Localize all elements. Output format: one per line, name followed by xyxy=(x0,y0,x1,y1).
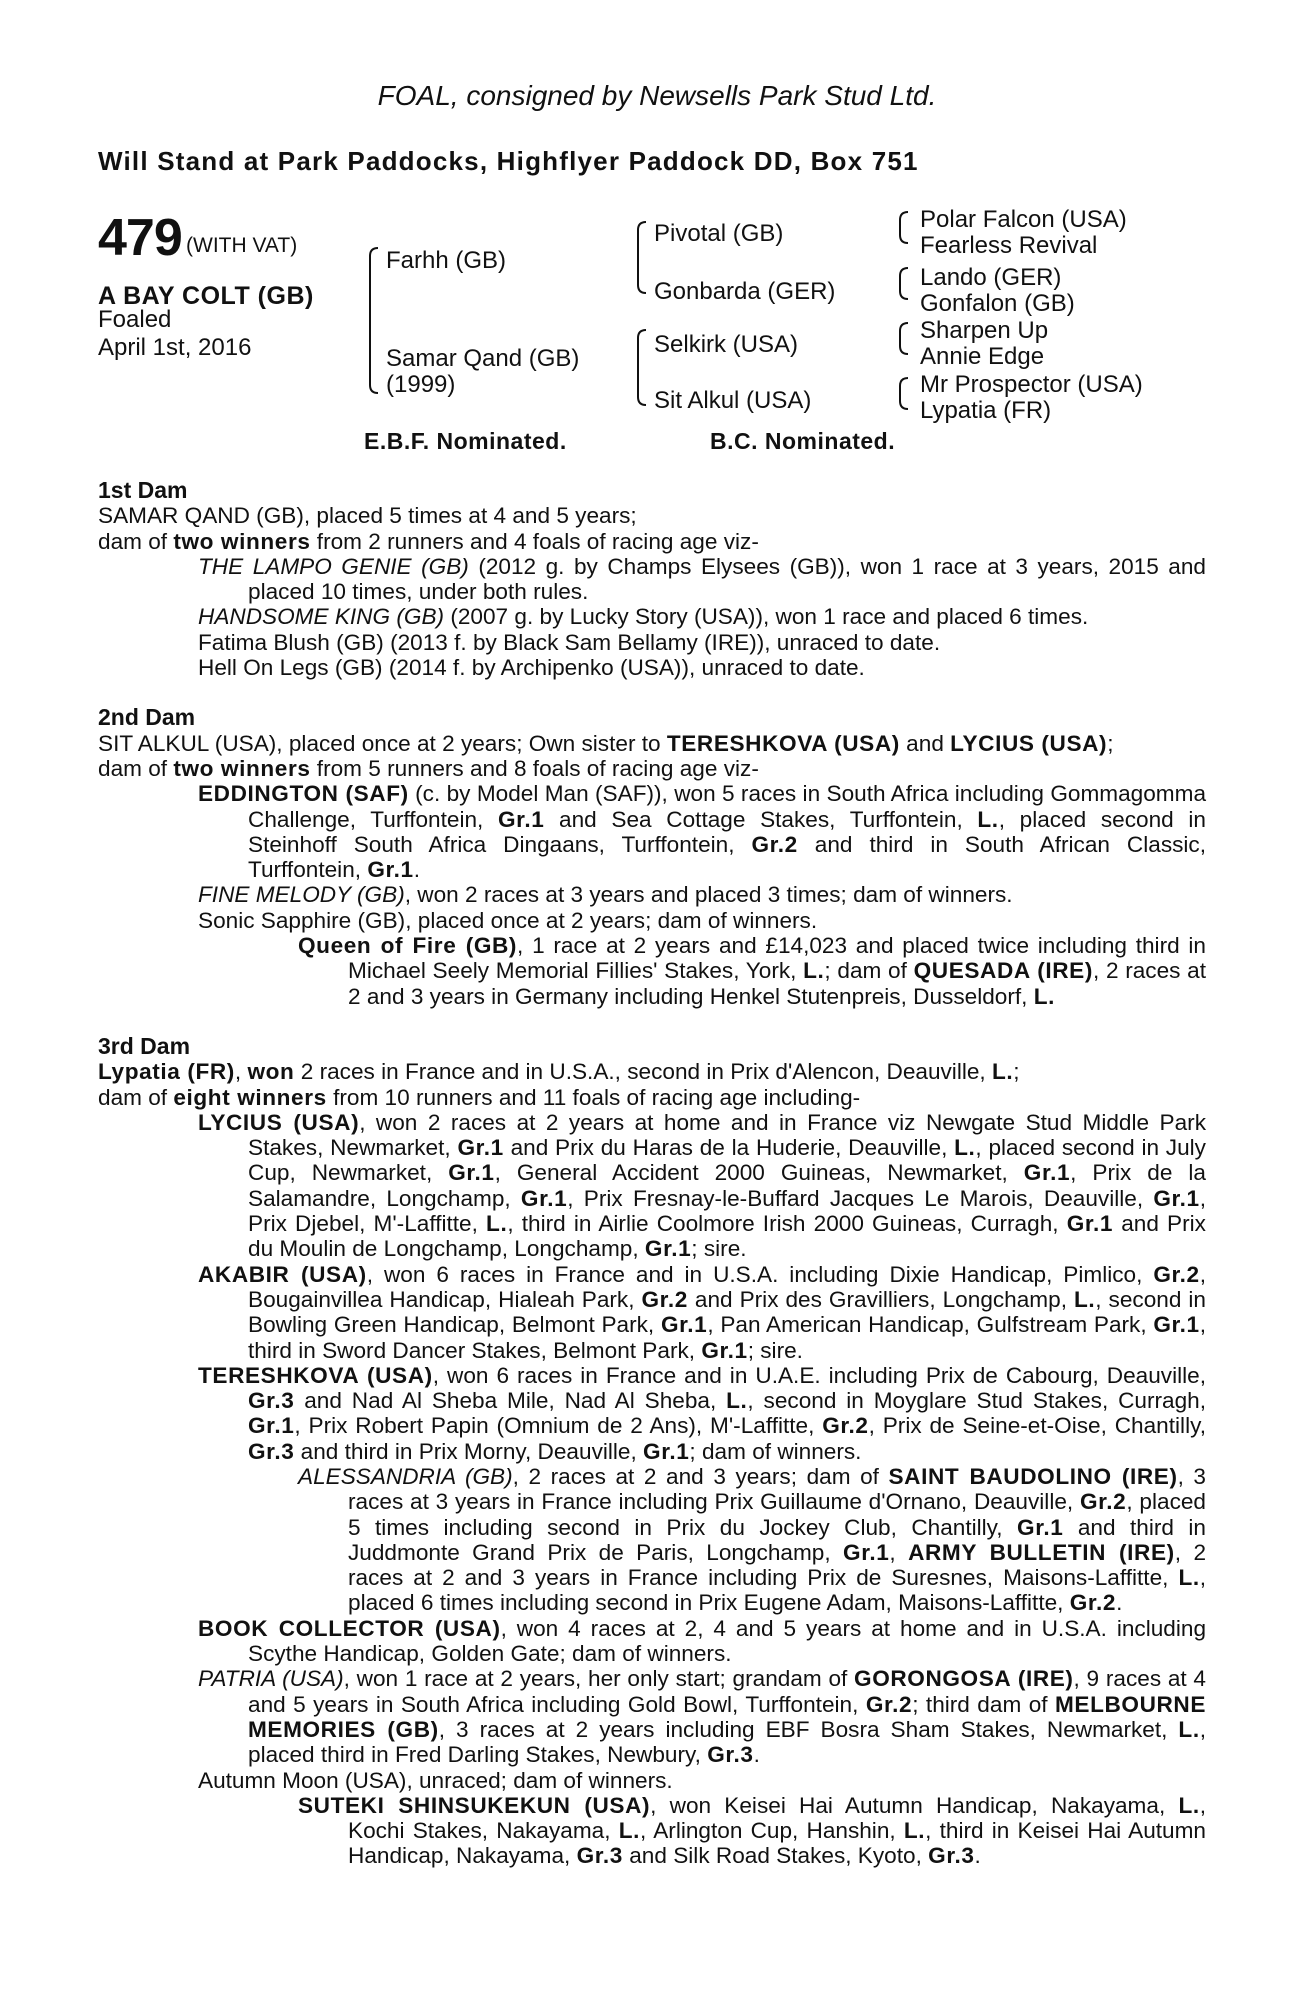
stand-location: Will Stand at Park Paddocks, Highflyer Paddock DD, Box 751 xyxy=(98,146,919,176)
vat-note: (WITH VAT) xyxy=(186,234,298,257)
ancestor-5: Sharpen Up xyxy=(920,317,1049,344)
produce-entry: SUTEKI SHINSUKEKUN (USA), won Keisei Hai Autumn Handicap, Nakayama, L., Kochi Stakes, Nakayama, L., Arlington Cup, Hanshin, L., third in Keisei Hai Autumn Handicap, Nakayama, Gr.3 and Silk Road Stakes, Kyoto, Gr.3. xyxy=(298,1792,1206,1869)
sire-dam: Gonbarda (GER) xyxy=(654,278,836,305)
catalogue-body xyxy=(98,478,1206,1869)
first-dam-summary: SAMAR QAND (GB), placed 5 times at 4 and 5 years; xyxy=(98,503,637,529)
produce-entry: ALESSANDRIA (GB), 2 races at 2 and 3 years; dam of SAINT BAUDOLINO (IRE), 3 races at 3 years in France including Prix Guillaume d'Ornano, Deauville, Gr.2, placed 5 times including second in Prix du Jockey Club, Chantilly, Gr.1 and third in Juddmonte Grand Prix de Paris, Longchamp, Gr.1, ARMY BULLETIN (IRE), 2 races at 2 and 3 years in France including Prix de Suresnes, Maisons-Laffitte, L., placed 6 times including second in Prix Eugene Adam, Maisons-Laffitte, Gr.2. xyxy=(298,1463,1207,1616)
third-dam-summary: Lypatia (FR), won 2 races in France and in U.S.A., second in Prix d'Alencon, Deauville, L.; xyxy=(98,1059,1020,1085)
first-dam-produce-intro: dam of two winners from 2 runners and 4 foals of racing age viz- xyxy=(98,528,759,554)
produce-entry: LYCIUS (USA), won 2 races at 2 years at home and in France viz Newgate Stud Middle Park Stakes, Newmarket, Gr.1 and Prix du Haras de la Huderie, Deauville, L., placed second in July Cup, Newmarket, Gr.1, General Accident 2000 Guineas, Newmarket, Gr.1, Prix de la Salamandre, Longchamp, Gr.1, Prix Fresnay-le-Buffard Jacques Le Marois, Deauville, Gr.1, Prix Djebel, M'-Laffitte, L., third in Airlie Coolmore Irish 2000 Guineas, Curragh, Gr.1 and Prix du Moulin de Longchamp, Longchamp, Gr.1; sire. xyxy=(198,1109,1206,1262)
produce-entry: THE LAMPO GENIE (GB) (2012 g. by Champs Elysees (GB)), won 1 race at 3 years, 2015 and placed 10 times, under both rules. xyxy=(198,553,1206,605)
ancestor-7: Mr Prospector (USA) xyxy=(920,371,1143,398)
sire-sire: Pivotal (GB) xyxy=(654,220,784,247)
produce-entry: Sonic Sapphire (GB), placed once at 2 years; dam of winners. xyxy=(198,907,818,933)
produce-entry: Queen of Fire (GB), 1 race at 2 years and £14,023 and placed twice including third in Michael Seely Memorial Fillies' Stakes, York, L.; dam of QUESADA (IRE), 2 races at 2 and 3 years in Germany including Henkel Stutenpreis, Dusseldorf, L. xyxy=(298,933,1207,1009)
bc-nominated: B.C. Nominated. xyxy=(710,428,896,454)
lot-description: A BAY COLT (GB) xyxy=(98,282,314,310)
lot-number: 479 xyxy=(98,209,182,267)
produce-entry: TERESHKOVA (USA), won 6 races in France and in U.A.E. including Prix de Cabourg, Deauville, Gr.3 and Nad Al Sheba Mile, Nad Al Sheba, L., second in Moyglare Stud Stakes, Curragh, Gr.1, Prix Robert Papin (Omnium de 2 Ans), M'-Laffitte, Gr.2, Prix de Seine-et-Oise, Chantilly, Gr.3 and third in Prix Morny, Deauville, Gr.1; dam of winners. xyxy=(198,1362,1206,1464)
dam-sire: Selkirk (USA) xyxy=(654,331,799,358)
ancestor-6: Annie Edge xyxy=(920,343,1045,370)
second-dam-heading: 2nd Dam xyxy=(98,704,196,731)
produce-entry: PATRIA (USA), won 1 race at 2 years, her only start; grandam of GORONGOSA (IRE), 9 races at 4 and 5 years in South Africa including Gold Bowl, Turffontein, Gr.2; third dam of MELBOURNE MEMORIES (GB), 3 races at 2 years including EBF Bosra Sham Stakes, Newmarket, L., placed third in Fred Darling Stakes, Newbury, Gr.3. xyxy=(198,1666,1206,1768)
produce-entry: Autumn Moon (USA), unraced; dam of winners. xyxy=(198,1767,673,1793)
produce-entry: Fatima Blush (GB) (2013 f. by Black Sam Bellamy (IRE)), unraced to date. xyxy=(198,629,941,655)
sire: Farhh (GB) xyxy=(386,247,507,274)
dam-year: (1999) xyxy=(386,371,456,398)
dam-dam: Sit Alkul (USA) xyxy=(654,387,812,414)
foaled-date: April 1st, 2016 xyxy=(98,334,252,361)
second-dam-produce-intro: dam of two winners from 5 runners and 8 foals of racing age viz- xyxy=(98,755,759,781)
first-dam-heading: 1st Dam xyxy=(98,477,188,503)
ancestor-8: Lypatia (FR) xyxy=(920,397,1052,424)
ebf-nominated: E.B.F. Nominated. xyxy=(364,428,567,454)
produce-entry: AKABIR (USA), won 6 races in France and in U.S.A. including Dixie Handicap, Pimlico, Gr.2, Bougainvillea Handicap, Hialeah Park, Gr.2 and Prix des Gravilliers, Longchamp, L., second in Bowling Green Handicap, Belmont Park, Gr.1, Pan American Handicap, Gulfstream Park, Gr.1, third in Sword Dancer Stakes, Belmont Park, Gr.1; sire. xyxy=(198,1261,1207,1363)
produce-entry: BOOK COLLECTOR (USA), won 4 races at 2, 4 and 5 years at home and in U.S.A. including Scythe Handicap, Golden Gate; dam of winners. xyxy=(198,1615,1207,1667)
foaled-label: Foaled xyxy=(98,306,172,333)
ancestor-2: Fearless Revival xyxy=(920,232,1098,259)
bracket-sire-dam xyxy=(370,248,378,393)
bracket-dam-line xyxy=(638,330,646,405)
produce-entry: HANDSOME KING (GB) (2007 g. by Lucky Story (USA)), won 1 race and placed 6 times. xyxy=(198,604,1089,630)
ancestor-1: Polar Falcon (USA) xyxy=(920,206,1127,233)
bracket-sire-line xyxy=(638,222,646,293)
produce-entry: EDDINGTON (SAF) (c. by Model Man (SAF)), won 5 races in South Africa including Gommagomma Challenge, Turffontein, Gr.1 and Sea Cottage Stakes, Turffontein, L., placed second in Steinhoff South Africa Dingaans, Turffontein, Gr.2 and third in South African Classic, Turffontein, Gr.1. xyxy=(198,781,1207,883)
dam: Samar Qand (GB) xyxy=(386,345,580,372)
ancestor-4: Gonfalon (GB) xyxy=(920,290,1075,317)
third-dam-produce-intro: dam of eight winners from 10 runners and 11 foals of racing age including- xyxy=(98,1084,861,1110)
second-dam-summary: SIT ALKUL (USA), placed once at 2 years; Own sister to TERESHKOVA (USA) and LYCIUS (USA); xyxy=(98,730,1114,756)
ancestor-3: Lando (GER) xyxy=(920,264,1062,291)
page-title: FOAL, consigned by Newsells Park Stud Ltd. xyxy=(377,80,937,111)
third-dam-heading: 3rd Dam xyxy=(98,1032,191,1059)
produce-entry: FINE MELODY (GB), won 2 races at 3 years and placed 3 times; dam of winners. xyxy=(198,882,1013,908)
produce-entry: Hell On Legs (GB) (2014 f. by Archipenko (USA)), unraced to date. xyxy=(198,655,865,681)
